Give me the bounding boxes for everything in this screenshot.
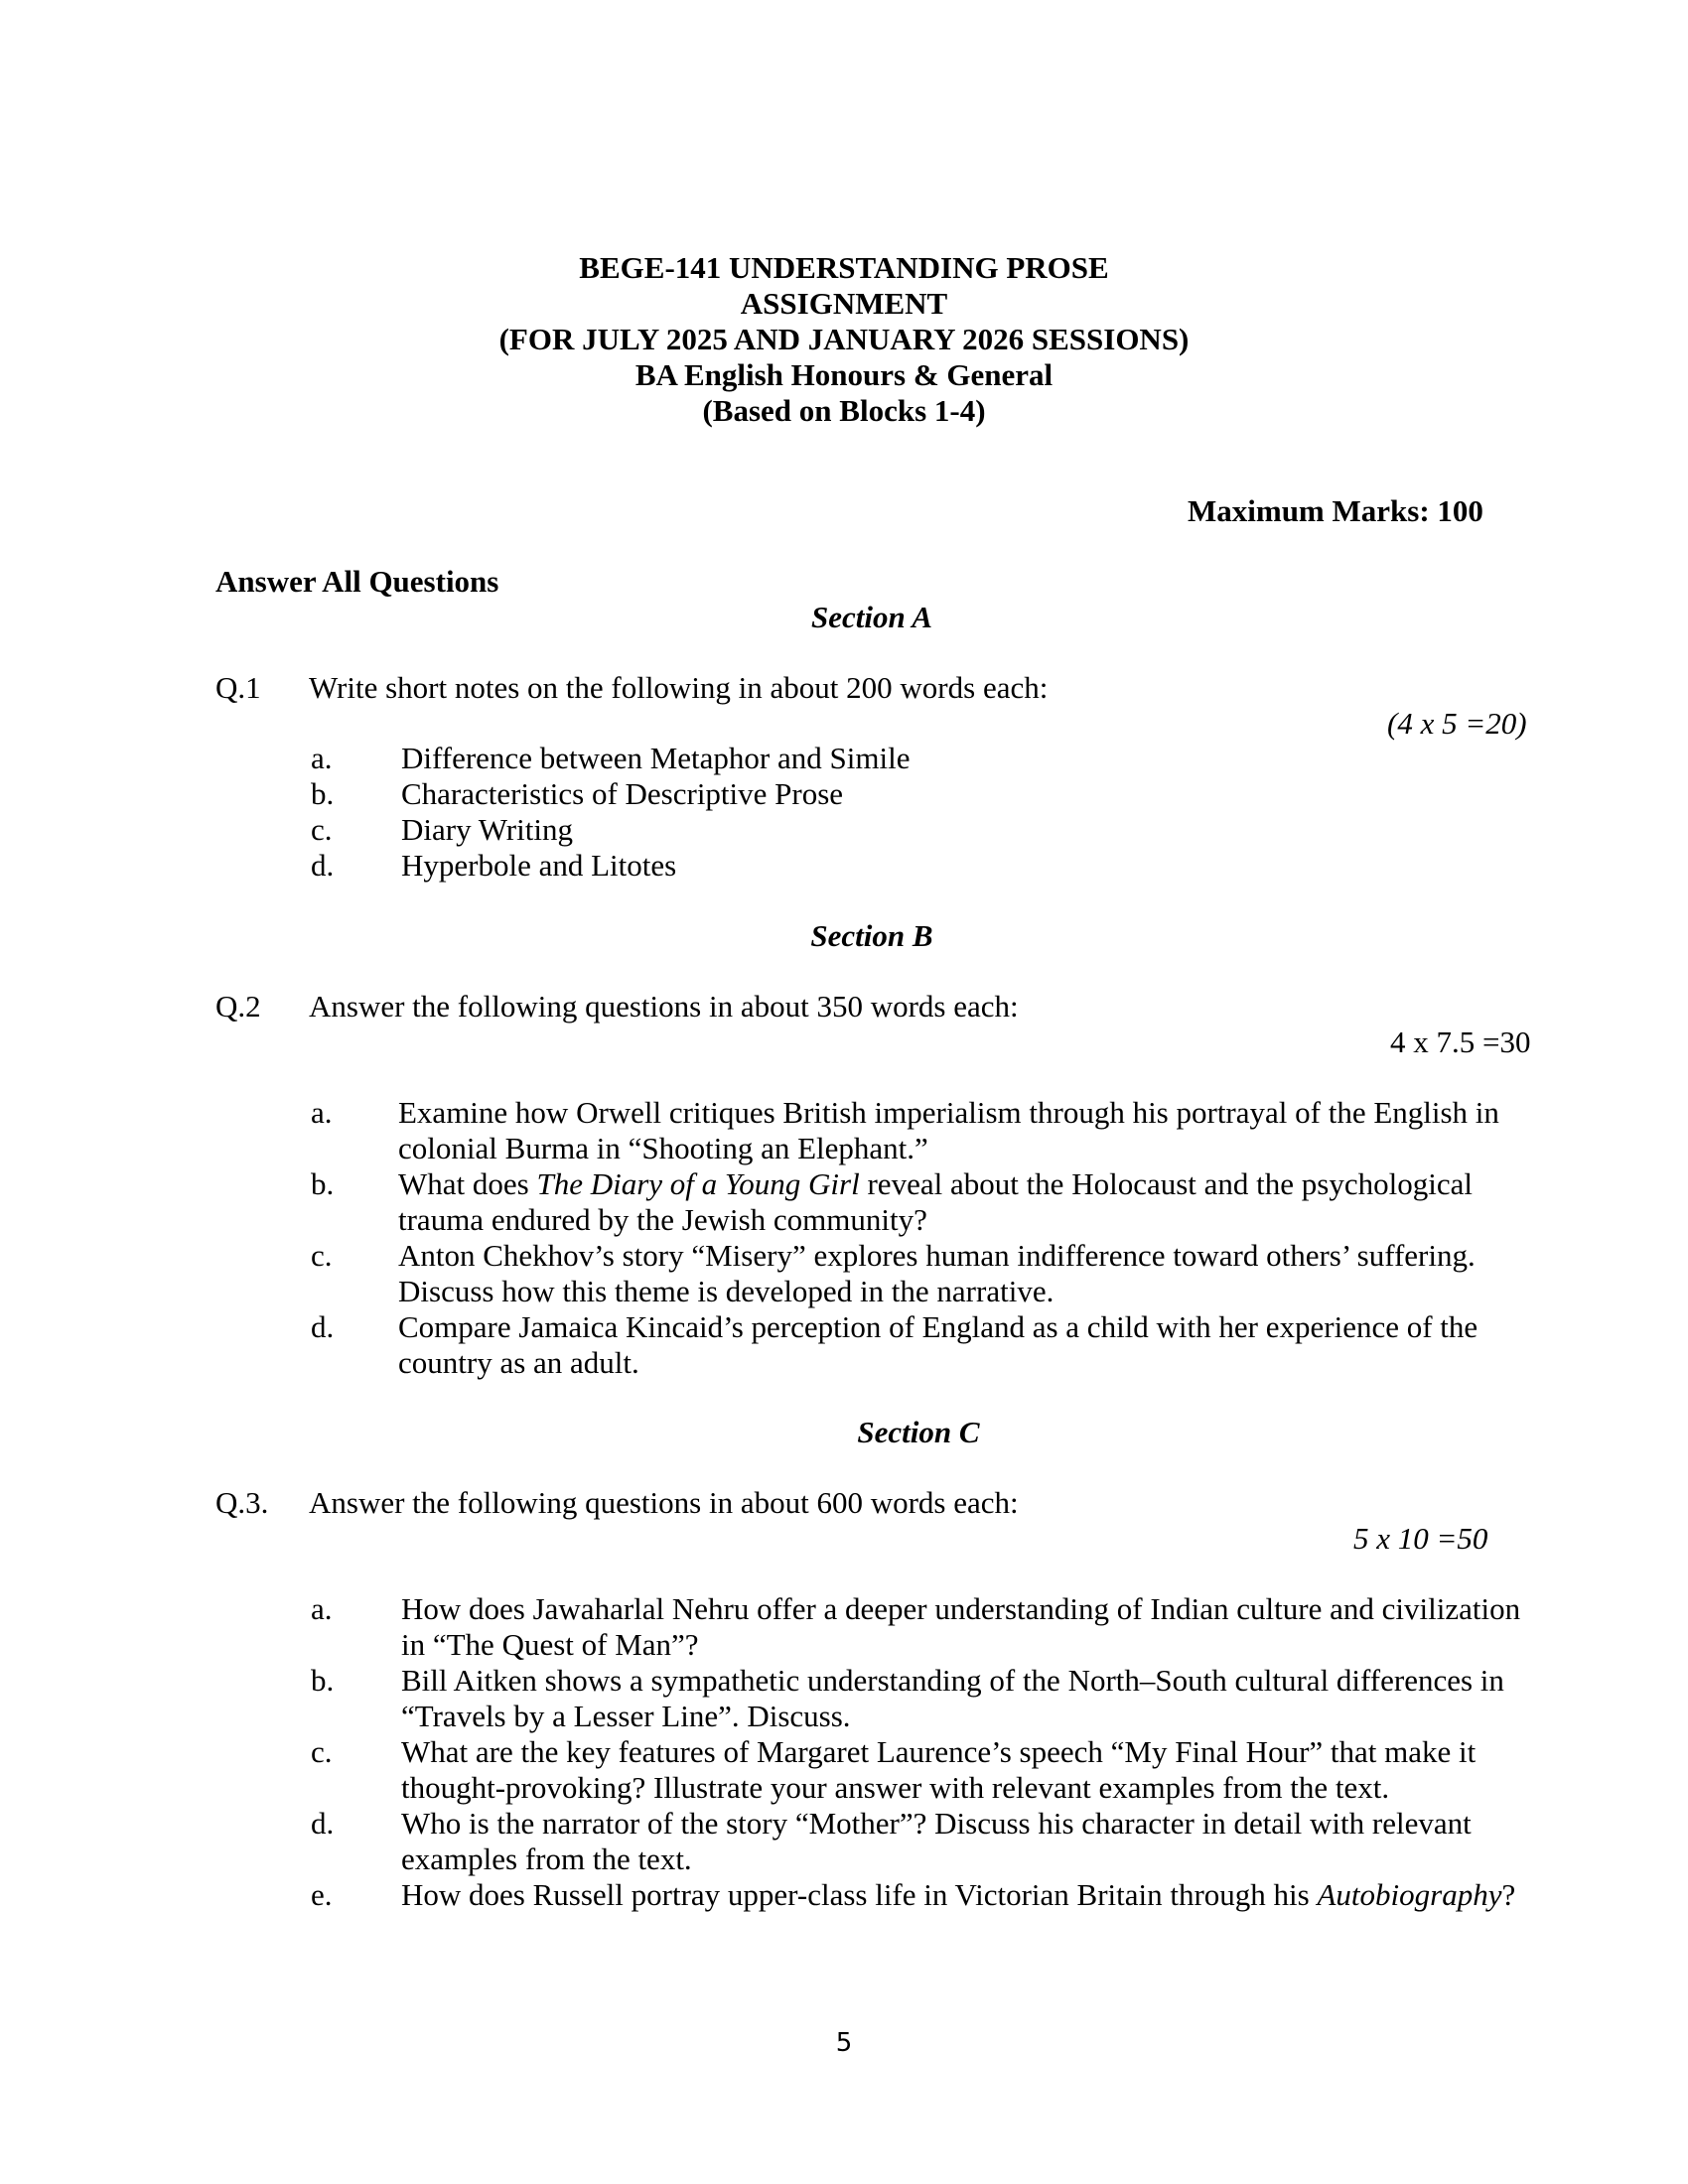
list-item-letter: c. (311, 1238, 333, 1273)
list-item-letter: c. (311, 812, 333, 847)
list-item (401, 1734, 1476, 1806)
list-item-line: colonial Burma in “Shooting an Elephant.” (398, 1131, 928, 1165)
list-item-line: in “The Quest of Man”? (401, 1627, 699, 1662)
list-item-letter: a. (311, 1095, 333, 1130)
section-b-heading: Section B (810, 918, 933, 953)
list-item-letter: b. (311, 776, 335, 811)
text-run: How does Russell portray upper-class life in Victorian Britain through his (401, 1877, 1318, 1912)
list-item-letter: d. (311, 1806, 335, 1841)
question-number-3: Q.3. (215, 1485, 269, 1520)
maximum-marks: Maximum Marks: 100 (1188, 493, 1483, 528)
instruction: Answer All Questions (215, 564, 499, 599)
list-item-line: Who is the narrator of the story “Mother”? Discuss his character in detail with relevant (401, 1806, 1472, 1841)
list-item-letter: a. (311, 1591, 333, 1626)
list-item-line: Discuss how this theme is developed in the narrative. (398, 1274, 1055, 1308)
list-item-line: thought-provoking? Illustrate your answer with relevant examples from the text. (401, 1770, 1390, 1805)
list-item-line: How does Jawaharlal Nehru offer a deeper understanding of Indian culture and civilization (401, 1591, 1521, 1626)
list-item-line: “Travels by a Lesser Line”. Discuss. (401, 1699, 851, 1733)
list-item-letter: a. (311, 741, 333, 775)
list-item-letter: c. (311, 1734, 333, 1769)
list-item-line: What are the key features of Margaret Laurence’s speech “My Final Hour” that make it (401, 1734, 1477, 1769)
list-item: Characteristics of Descriptive Prose (401, 776, 844, 811)
text-run: ? (1501, 1877, 1516, 1912)
list-item-letter: d. (311, 1309, 335, 1344)
list-item-letter: b. (311, 1663, 335, 1698)
doc-title-course: BEGE-141 UNDERSTANDING PROSE (579, 250, 1109, 285)
list-item-line: Bill Aitken shows a sympathetic understanding of the North–South cultural differences in (401, 1663, 1504, 1698)
list-item (401, 1591, 1520, 1663)
question-2-prompt: Answer the following questions in about 350 words each: (309, 989, 1019, 1024)
text-run: What does (398, 1166, 537, 1201)
list-item (401, 1663, 1504, 1734)
question-3-prompt: Answer the following questions in about 600 words each: (309, 1485, 1019, 1520)
list-item: Hyperbole and Litotes (401, 848, 677, 883)
section-c-heading: Section C (857, 1415, 980, 1449)
list-item-line: Examine how Orwell critiques British imperialism through his portrayal of the English in (398, 1095, 1499, 1130)
list-item (401, 1806, 1472, 1877)
doc-title-sessions: (FOR JULY 2025 AND JANUARY 2026 SESSIONS) (498, 322, 1190, 356)
text-run: reveal about the Holocaust and the psychological (859, 1166, 1473, 1201)
list-item (398, 1095, 1499, 1166)
list-item-line: trauma endured by the Jewish community? (398, 1202, 927, 1237)
doc-title-assignment: ASSIGNMENT (740, 286, 948, 321)
doc-title-blocks: (Based on Blocks 1-4) (702, 393, 986, 428)
list-item (398, 1238, 1476, 1309)
book-title: The Diary of a Young Girl (536, 1166, 860, 1201)
list-item-line: Compare Jamaica Kincaid’s perception of England as a child with her experience of the (398, 1309, 1478, 1344)
list-item-line: country as an adult. (398, 1345, 639, 1380)
question-2-marks: 4 x 7.5 =30 (1390, 1024, 1531, 1059)
list-item-line (398, 1166, 1473, 1202)
list-item (401, 1877, 1515, 1913)
book-title: Autobiography (1317, 1877, 1502, 1912)
list-item-line: examples from the text. (401, 1842, 692, 1876)
list-item-line: Anton Chekhov’s story “Misery” explores human indifference toward others’ suffering. (398, 1238, 1476, 1273)
list-item: Diary Writing (401, 812, 573, 847)
list-item: Difference between Metaphor and Simile (401, 741, 911, 775)
question-number-1: Q.1 (215, 670, 261, 705)
question-number-2: Q.2 (215, 989, 261, 1024)
section-a-heading: Section A (810, 600, 932, 634)
doc-title-programme: BA English Honours & General (634, 357, 1054, 392)
question-3-marks: 5 x 10 =50 (1353, 1521, 1488, 1556)
list-item-letter: b. (311, 1166, 335, 1201)
page-number: 5 (835, 2028, 853, 2058)
list-item (398, 1166, 1473, 1238)
question-1-marks: (4 x 5 =20) (1387, 706, 1527, 741)
list-item-letter: e. (311, 1877, 333, 1912)
question-1-prompt: Write short notes on the following in about 200 words each: (309, 670, 1049, 705)
list-item-letter: d. (311, 848, 335, 883)
list-item (398, 1309, 1477, 1381)
